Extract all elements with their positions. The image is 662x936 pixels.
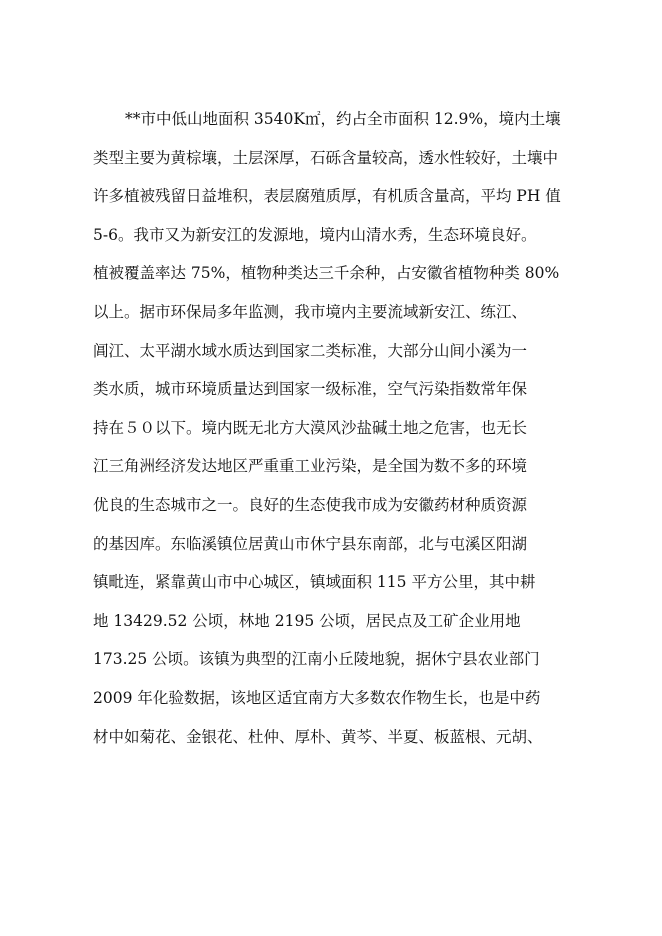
paragraph-line: 江三角洲经济发达地区严重重工业污染，是全国为数不多的环境 xyxy=(93,457,528,476)
paragraph-line: 持在５０以下。境内既无北方大漠风沙盐碱土地之危害，也无长 xyxy=(93,418,528,437)
paragraph-line: 类水质，城市环境质量达到国家一级标准，空气污染指数常年保 xyxy=(93,380,528,399)
paragraph-line: 材中如菊花、金银花、杜仲、厚朴、黄芩、半夏、板蓝根、元胡、 xyxy=(93,727,543,746)
paragraph-line: 优良的生态城市之一。良好的生态使我市成为安徽药材种质资源 xyxy=(93,495,528,514)
paragraph-line: 阊江、太平湖水域水质达到国家二类标准，大部分山间小溪为一 xyxy=(93,341,528,360)
paragraph-line: 许多植被残留日益堆积，表层腐殖质厚，有机质含量高，平均 PH 值 xyxy=(93,187,561,206)
paragraph-line: 类型主要为黄棕壤，土层深厚，石砾含量较高，透水性较好，土壤中 xyxy=(93,148,559,167)
paragraph-line: 以上。据市环保局多年监测，我市境内主要流域新安江、练江、 xyxy=(93,302,528,321)
paragraph-line: 植被覆盖率达 75%，植物种类达三千余种，占安徽省植物种类 80% xyxy=(93,264,560,283)
paragraph-line: 的基因库。东临溪镇位居黄山市休宁县东南部，北与屯溪区阳湖 xyxy=(93,534,528,553)
paragraph-line: 5-6。我市又为新安江的发源地，境内山清水秀，生态环境良好。 xyxy=(93,225,537,244)
paragraph-line: 地 13429.52 公顷，林地 2195 公顷，居民点及工矿企业用地 xyxy=(93,611,521,630)
paragraph-line: **市中低山地面积 3540K㎡，约占全市面积 12.9%，境内土壤 xyxy=(125,110,561,128)
paragraph-line: 173.25 公顷。该镇为典型的江南小丘陵地貌，据休宁县农业部门 xyxy=(93,650,540,669)
paragraph-line: 2009 年化验数据，该地区适宜南方大多数农作物生长，也是中药 xyxy=(93,688,541,707)
paragraph-line: 镇毗连，紧靠黄山市中心城区，镇域面积 115 平方公里，其中耕 xyxy=(93,573,536,592)
body-paragraph xyxy=(93,100,573,756)
